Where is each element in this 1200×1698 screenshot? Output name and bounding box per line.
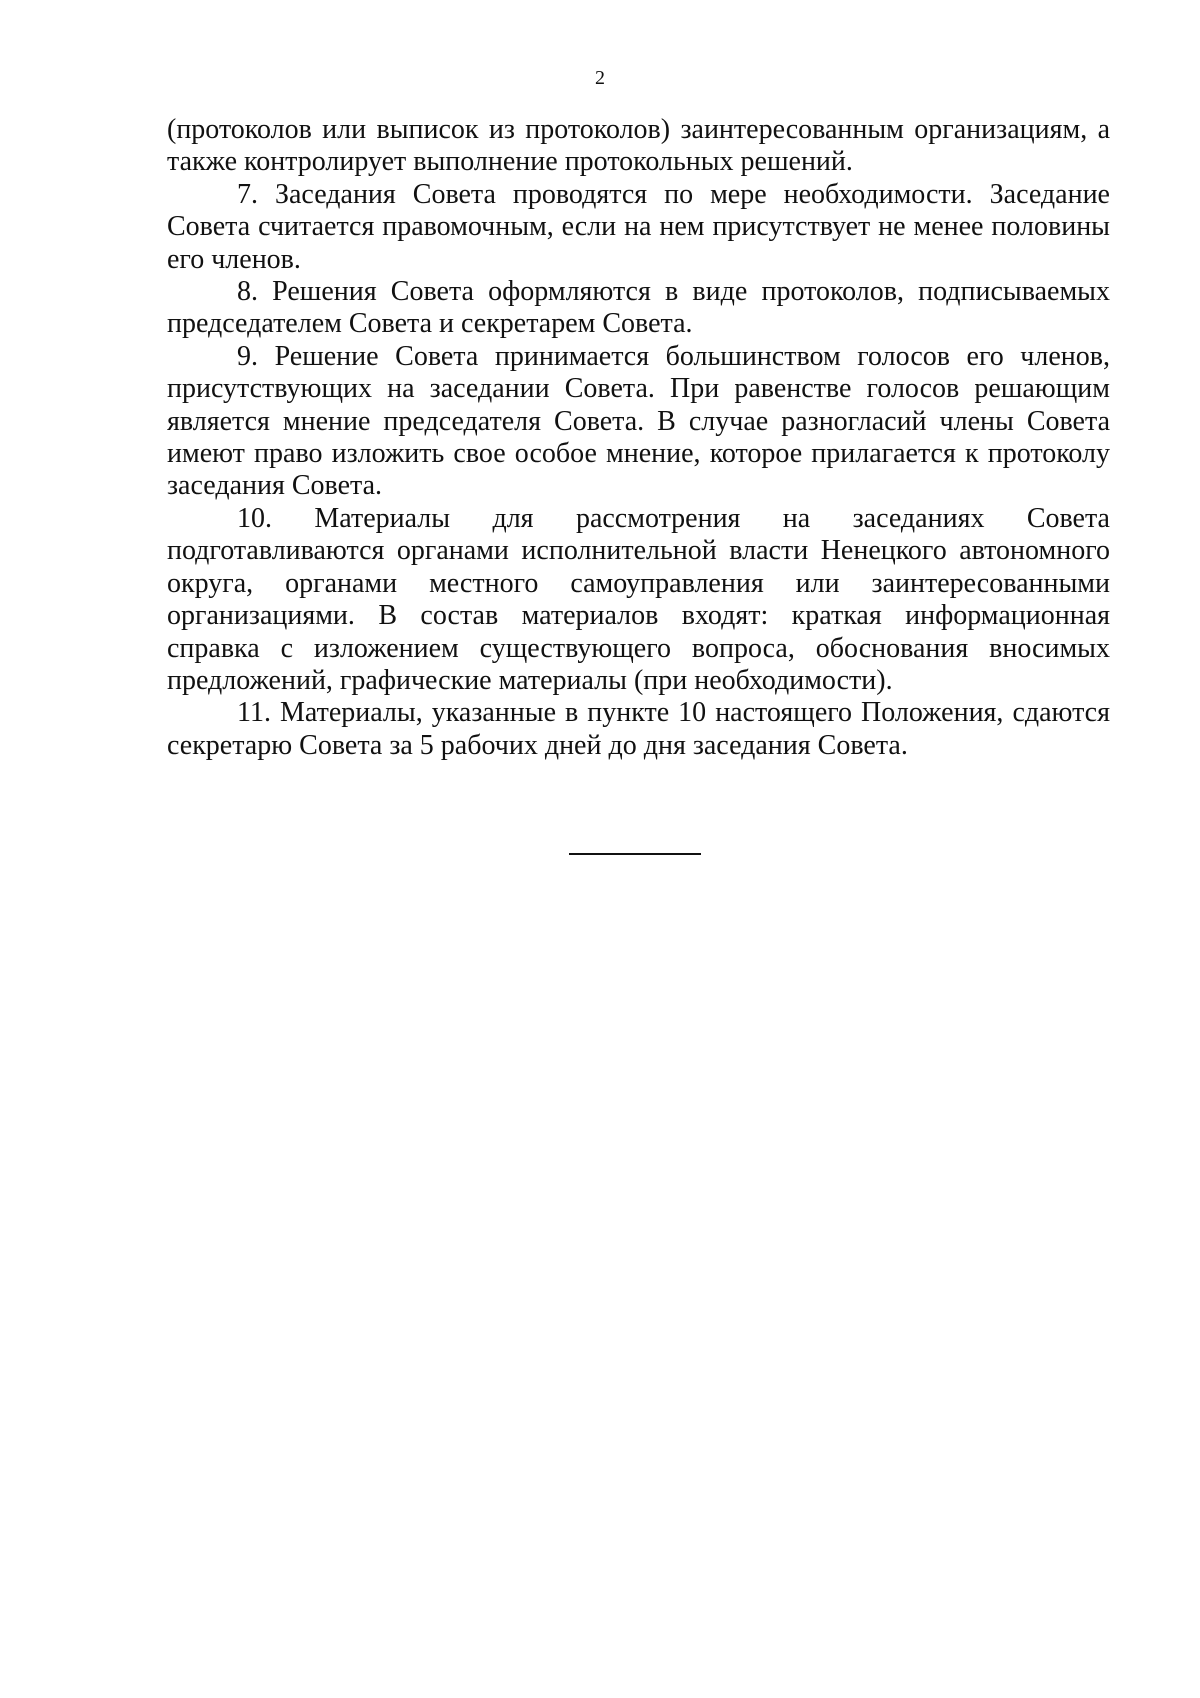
paragraph-item-8: 8. Решения Совета оформляются в виде протоколов, подписываемых председателем Совета и секретарем Совета. <box>167 276 1110 340</box>
page-number: 2 <box>595 67 605 89</box>
end-of-document-rule <box>569 853 701 855</box>
document-body <box>167 114 1110 762</box>
paragraph-continuation: (протоколов или выписок из протоколов) заинтересованным организациям, а также контролирует выполнение протокольных решений. <box>167 114 1110 178</box>
paragraph-item-11: 11. Материалы, указанные в пункте 10 настоящего Положения, сдаются секретарю Совета за 5 рабочих дней до дня заседания Совета. <box>167 697 1110 761</box>
paragraph-item-10: 10. Материалы для рассмотрения на заседаниях Совета подготавливаются органами исполнительной власти Ненецкого автономного округа, органами местного самоуправления или заинтересованными организациями. В состав материалов входят: краткая информационная справка с изложением существующего вопроса, обоснования вносимых предложений, графические материалы (при необходимости). <box>167 502 1110 696</box>
paragraph-item-7: 7. Заседания Совета проводятся по мере необходимости. Заседание Совета считается правомочным, если на нем присутствует не менее половины его членов. <box>167 178 1110 275</box>
paragraph-item-9: 9. Решение Совета принимается большинством голосов его членов, присутствующих на заседании Совета. При равенстве голосов решающим является мнение председателя Совета. В случае разногласий члены Совета имеют право изложить свое особое мнение, которое прилагается к протоколу заседания Совета. <box>167 340 1110 502</box>
